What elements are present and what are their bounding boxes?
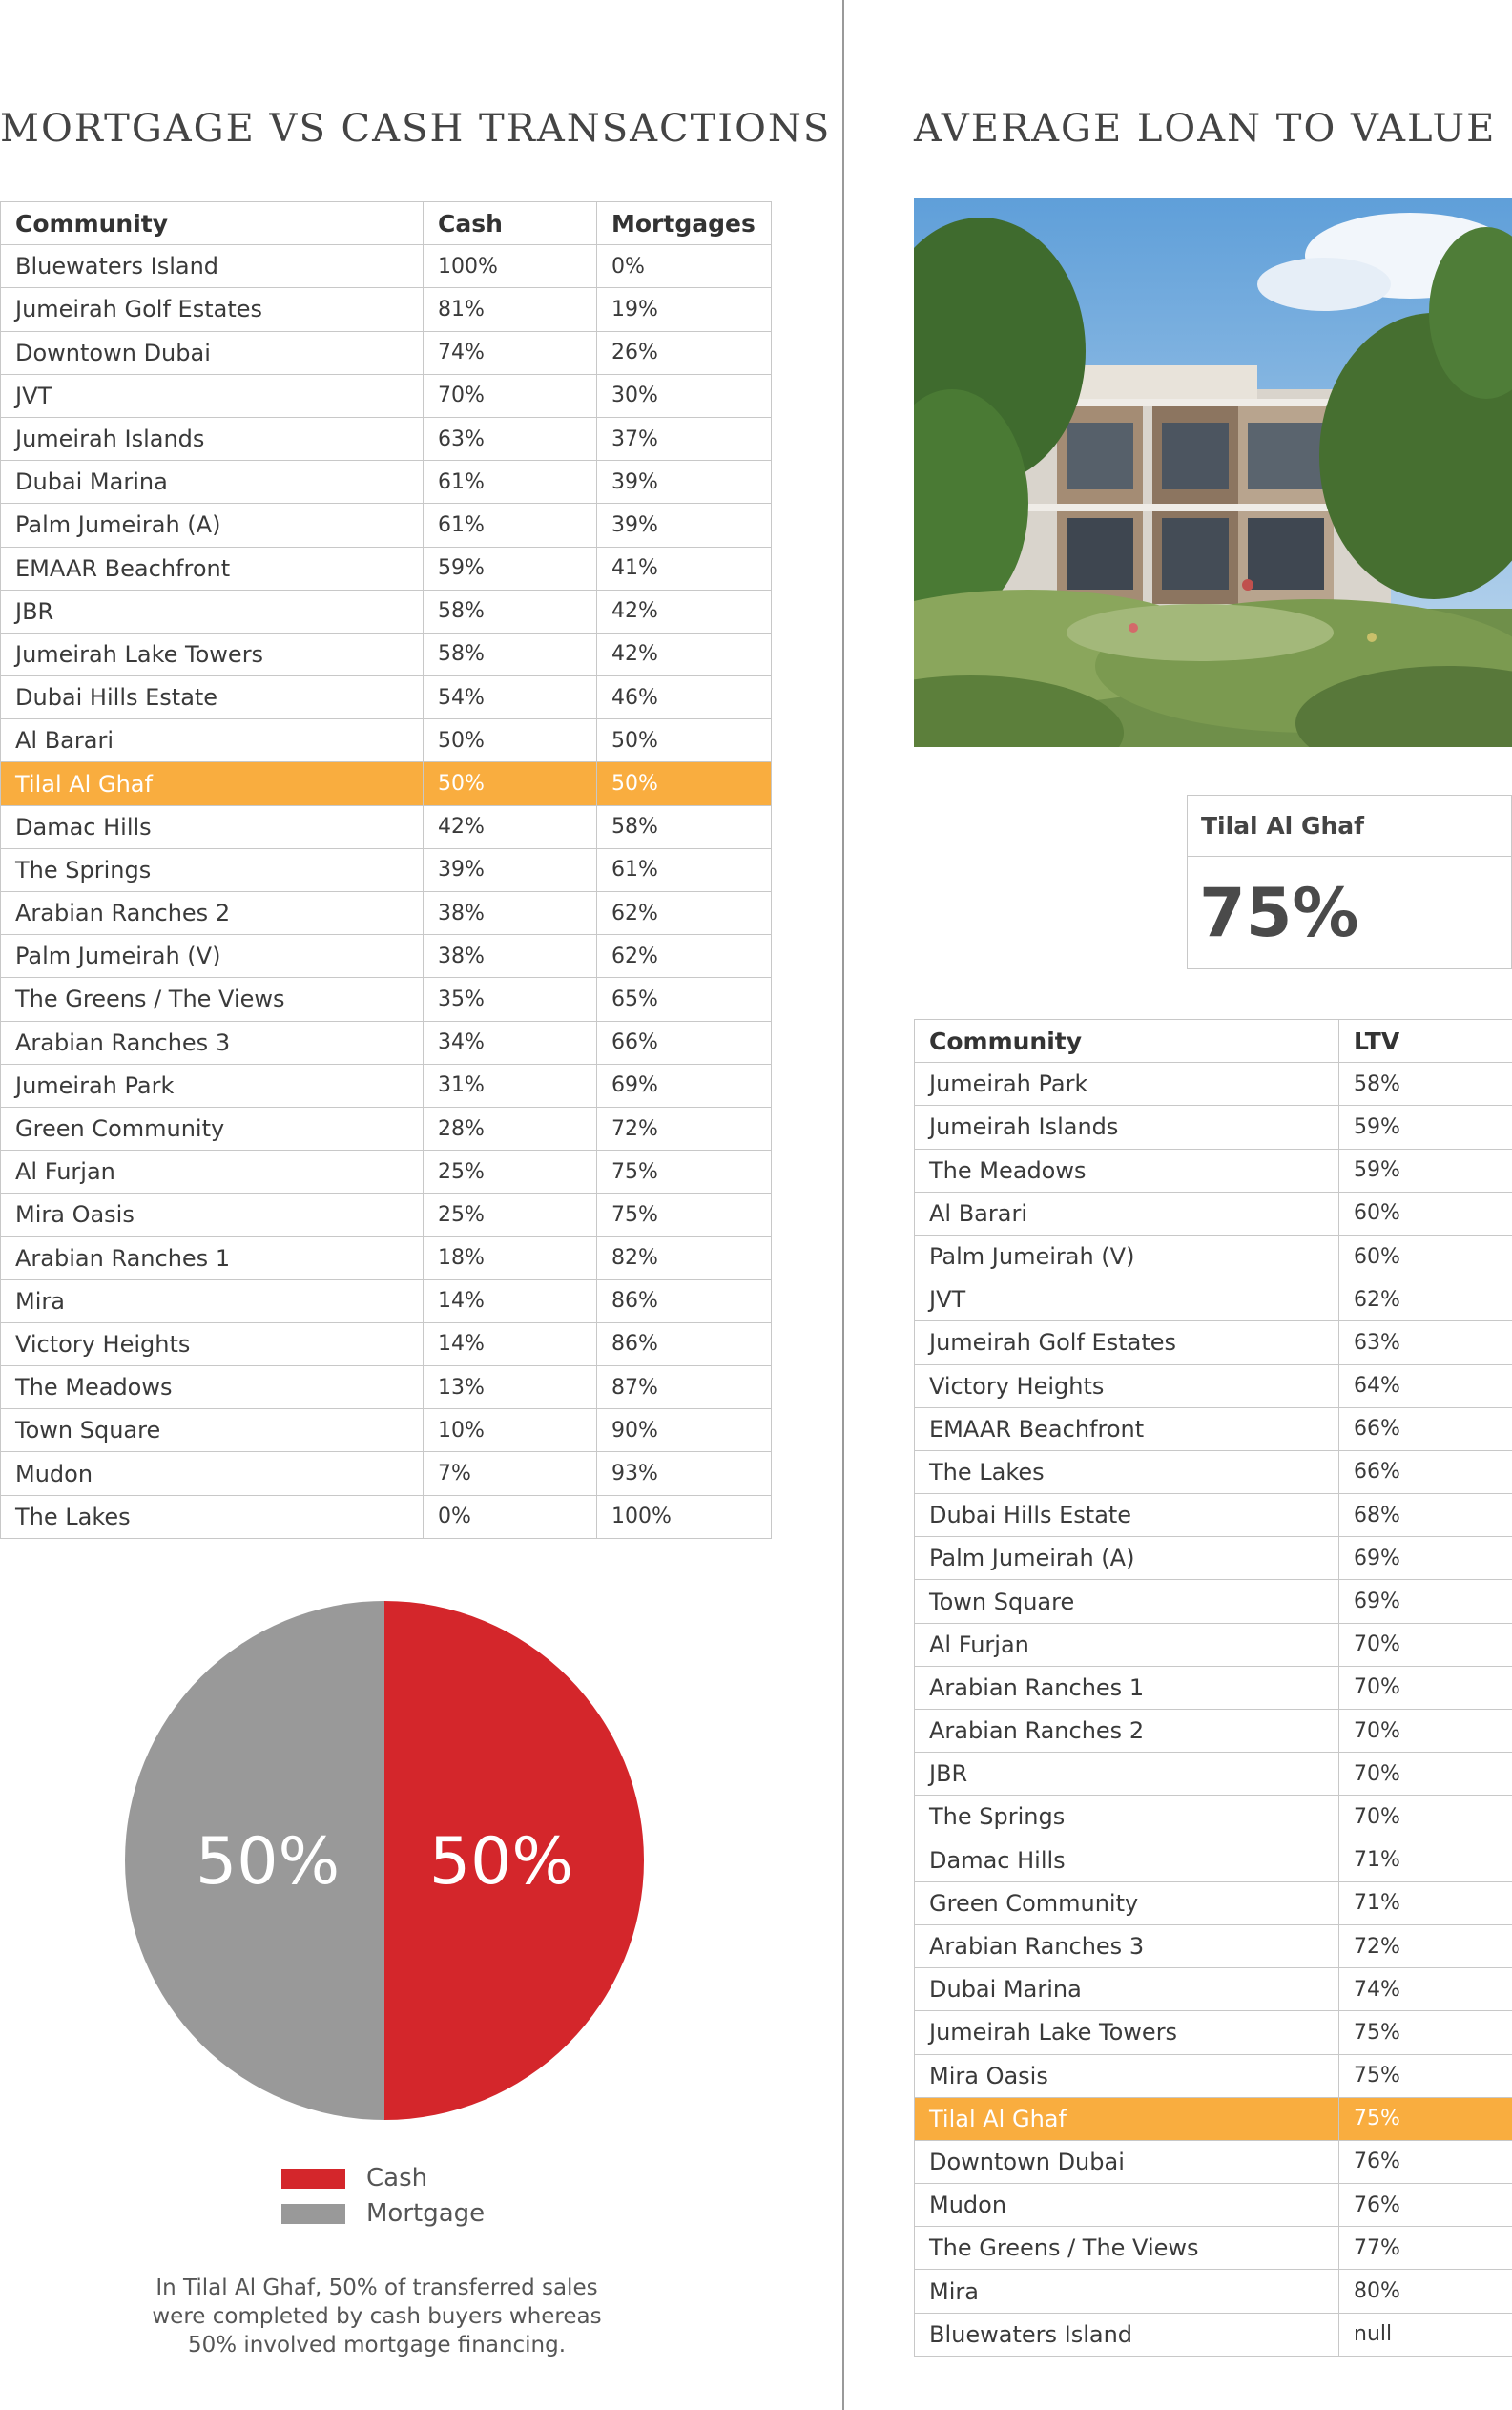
table-row [915, 1666, 1512, 1709]
table-row [915, 1537, 1512, 1580]
table-row [1, 374, 772, 417]
table-row [915, 1364, 1512, 1407]
cash-cell: 42% [424, 805, 597, 848]
ltv-cell: 59% [1339, 1106, 1512, 1149]
caption-line: 50% involved mortgage financing. [187, 2333, 567, 2358]
ltv-cell: 64% [1339, 1364, 1512, 1407]
ltv-cell: 71% [1339, 1881, 1512, 1924]
cash-cell: 10% [424, 1409, 597, 1452]
community-cell: The Springs [915, 1796, 1339, 1839]
table-row [915, 1623, 1512, 1666]
mortgage-cell: 61% [597, 848, 772, 891]
table-row [915, 1924, 1512, 1967]
table-row [915, 1839, 1512, 1881]
ltv-cell: 77% [1339, 2227, 1512, 2270]
community-cell: The Lakes [915, 1450, 1339, 1493]
table-row [1, 288, 772, 331]
cash-cell: 34% [424, 1021, 597, 1064]
table-row [1, 547, 772, 590]
legend-item-cash [281, 2164, 427, 2192]
community-cell: JBR [915, 1753, 1339, 1796]
ltv-cell: 80% [1339, 2270, 1512, 2313]
column-header-cash: Cash [424, 202, 597, 245]
ltv-cell: 70% [1339, 1710, 1512, 1753]
ltv-cell: 69% [1339, 1580, 1512, 1623]
community-cell: Arabian Ranches 2 [915, 1710, 1339, 1753]
column-header-ltv: LTV [1339, 1020, 1512, 1063]
table-row [1, 848, 772, 891]
table-row [1, 331, 772, 374]
community-cell: Jumeirah Islands [1, 417, 424, 460]
community-cell: Palm Jumeirah (A) [915, 1537, 1339, 1580]
cash-cell: 25% [424, 1194, 597, 1236]
cash-cell: 28% [424, 1107, 597, 1150]
table-header-row [915, 1020, 1512, 1063]
community-cell: Arabian Ranches 1 [1, 1236, 424, 1279]
table-row [1, 417, 772, 460]
cash-cell: 38% [424, 935, 597, 978]
community-cell: Mira Oasis [915, 2054, 1339, 2097]
mortgage-cell: 58% [597, 805, 772, 848]
ltv-cell: 63% [1339, 1321, 1512, 1364]
community-cell: Mudon [1, 1452, 424, 1495]
table-row [1, 1452, 772, 1495]
table-row [915, 1407, 1512, 1450]
property-photo [914, 198, 1512, 747]
community-cell: Dubai Marina [915, 1968, 1339, 2011]
cash-cell: 14% [424, 1279, 597, 1322]
table-row [915, 1580, 1512, 1623]
table-row [915, 1968, 1512, 2011]
community-cell: JBR [1, 590, 424, 633]
ltv-cell: 75% [1339, 2011, 1512, 2054]
mortgage-vs-cash-title: MORTGAGE VS CASH TRANSACTIONS [0, 107, 832, 151]
cash-cell: 13% [424, 1366, 597, 1409]
cash-cell: 70% [424, 374, 597, 417]
table-row [915, 1278, 1512, 1321]
community-cell: Palm Jumeirah (V) [915, 1235, 1339, 1278]
ltv-cell: 70% [1339, 1623, 1512, 1666]
pie-label-mortgage: 50% [196, 1824, 341, 1900]
cash-cell: 74% [424, 331, 597, 374]
table-row [1, 676, 772, 719]
community-cell: Damac Hills [915, 1839, 1339, 1881]
ltv-cell: 75% [1339, 2054, 1512, 2097]
table-row [1, 762, 772, 805]
cash-cell: 50% [424, 719, 597, 762]
cash-cell: 0% [424, 1495, 597, 1538]
community-cell: Dubai Hills Estate [1, 676, 424, 719]
table-row [1, 461, 772, 504]
ltv-summary-card [1187, 795, 1512, 969]
table-row [1, 1366, 772, 1409]
community-cell: Victory Heights [1, 1322, 424, 1365]
community-cell: Green Community [915, 1881, 1339, 1924]
community-cell: EMAAR Beachfront [915, 1407, 1339, 1450]
mortgage-cell: 39% [597, 504, 772, 547]
community-cell: Tilal Al Ghaf [915, 2097, 1339, 2140]
community-cell: The Springs [1, 848, 424, 891]
table-row [915, 1149, 1512, 1192]
mortgage-cell: 82% [597, 1236, 772, 1279]
community-cell: Arabian Ranches 1 [915, 1666, 1339, 1709]
community-cell: Damac Hills [1, 805, 424, 848]
mortgage-cell: 87% [597, 1366, 772, 1409]
column-divider [842, 0, 844, 2410]
cash-cell: 100% [424, 245, 597, 288]
mortgage-cell: 41% [597, 547, 772, 590]
legend-label-cash: Cash [366, 2164, 428, 2192]
community-cell: The Greens / The Views [915, 2227, 1339, 2270]
community-cell: The Greens / The Views [1, 978, 424, 1021]
table-row [915, 1796, 1512, 1839]
table-row [1, 590, 772, 633]
community-cell: Downtown Dubai [1, 331, 424, 374]
cash-cell: 18% [424, 1236, 597, 1279]
ltv-cell: 70% [1339, 1796, 1512, 1839]
table-row [915, 2054, 1512, 2097]
community-cell: Mira Oasis [1, 1194, 424, 1236]
cash-cell: 14% [424, 1322, 597, 1365]
cash-cell: 7% [424, 1452, 597, 1495]
community-cell: Town Square [915, 1580, 1339, 1623]
community-cell: Arabian Ranches 2 [1, 892, 424, 935]
table-row [1, 1021, 772, 1064]
mortgage-cell: 30% [597, 374, 772, 417]
ltv-cell: 68% [1339, 1494, 1512, 1537]
table-row [1, 1236, 772, 1279]
ltv-table [914, 1019, 1512, 2357]
ltv-cell: null [1339, 2313, 1512, 2356]
table-row [915, 1192, 1512, 1235]
community-cell: Jumeirah Lake Towers [915, 2011, 1339, 2054]
column-header-community: Community [915, 1020, 1339, 1063]
table-row [1, 719, 772, 762]
table-row [915, 1753, 1512, 1796]
mortgage-cell: 62% [597, 892, 772, 935]
table-row [915, 1063, 1512, 1106]
cash-cell: 58% [424, 590, 597, 633]
table-row [1, 1279, 772, 1322]
ltv-cell: 70% [1339, 1753, 1512, 1796]
table-row [1, 805, 772, 848]
ltv-cell: 76% [1339, 2140, 1512, 2183]
community-cell: Al Barari [1, 719, 424, 762]
community-cell: Jumeirah Park [915, 1063, 1339, 1106]
column-header-mortgages: Mortgages [597, 202, 772, 245]
mortgage-cell: 75% [597, 1151, 772, 1194]
table-row [915, 2097, 1512, 2140]
mortgage-cell: 42% [597, 633, 772, 675]
community-cell: Al Barari [915, 1192, 1339, 1235]
community-cell: Arabian Ranches 3 [915, 1924, 1339, 1967]
cash-cell: 59% [424, 547, 597, 590]
mortgage-cell: 50% [597, 762, 772, 805]
legend-label-mortgage: Mortgage [366, 2199, 486, 2228]
mortgage-cell: 72% [597, 1107, 772, 1150]
mortgage-cell: 62% [597, 935, 772, 978]
ltv-cell: 74% [1339, 1968, 1512, 2011]
ltv-card-label: Tilal Al Ghaf [1188, 796, 1511, 857]
table-row [1, 1064, 772, 1107]
community-cell: EMAAR Beachfront [1, 547, 424, 590]
mortgage-cell: 90% [597, 1409, 772, 1452]
legend-swatch-cash [281, 2169, 345, 2189]
cash-cell: 50% [424, 762, 597, 805]
mortgage-cell: 42% [597, 590, 772, 633]
table-row [915, 2140, 1512, 2183]
mortgage-cell: 19% [597, 288, 772, 331]
table-row [1, 633, 772, 675]
table-row [1, 1151, 772, 1194]
ltv-cell: 71% [1339, 1839, 1512, 1881]
table-row [1, 978, 772, 1021]
community-cell: Dubai Hills Estate [915, 1494, 1339, 1537]
legend-item-mortgage [281, 2199, 485, 2228]
cash-cell: 39% [424, 848, 597, 891]
cash-cell: 81% [424, 288, 597, 331]
table-header-row [1, 202, 772, 245]
table-row [915, 1106, 1512, 1149]
mortgage-cell: 100% [597, 1495, 772, 1538]
table-row [915, 1321, 1512, 1364]
mortgage-cell: 50% [597, 719, 772, 762]
community-cell: Jumeirah Park [1, 1064, 424, 1107]
pie-label-cash: 50% [428, 1824, 573, 1900]
ltv-cell: 70% [1339, 1666, 1512, 1709]
community-cell: Downtown Dubai [915, 2140, 1339, 2183]
mortgage-cell: 65% [597, 978, 772, 1021]
ltv-cell: 75% [1339, 2097, 1512, 2140]
legend-swatch-mortgage [281, 2204, 345, 2224]
community-cell: Jumeirah Golf Estates [915, 1321, 1339, 1364]
mortgage-cell: 46% [597, 676, 772, 719]
table-row [1, 1409, 772, 1452]
community-cell: Al Furjan [1, 1151, 424, 1194]
caption-line: In Tilal Al Ghaf, 50% of transferred sales [155, 2275, 598, 2300]
caption-line: were completed by cash buyers whereas [152, 2304, 602, 2329]
table-row [1, 1194, 772, 1236]
community-cell: Arabian Ranches 3 [1, 1021, 424, 1064]
community-cell: The Meadows [915, 1149, 1339, 1192]
ltv-cell: 60% [1339, 1235, 1512, 1278]
table-row [1, 504, 772, 547]
cash-cell: 58% [424, 633, 597, 675]
community-cell: Bluewaters Island [915, 2313, 1339, 2356]
mortgage-cell: 0% [597, 245, 772, 288]
table-row [915, 1710, 1512, 1753]
community-cell: Dubai Marina [1, 461, 424, 504]
pie-caption [95, 2274, 658, 2359]
ltv-card-value: 75% [1199, 874, 1359, 952]
community-cell: Victory Heights [915, 1364, 1339, 1407]
ltv-cell: 66% [1339, 1407, 1512, 1450]
column-header-community: Community [1, 202, 424, 245]
table-row [915, 1494, 1512, 1537]
cash-cell: 61% [424, 461, 597, 504]
table-row [915, 1450, 1512, 1493]
mortgage-cell: 37% [597, 417, 772, 460]
ltv-cell: 62% [1339, 1278, 1512, 1321]
mortgage-cell: 66% [597, 1021, 772, 1064]
community-cell: Mira [915, 2270, 1339, 2313]
ltv-cell: 59% [1339, 1149, 1512, 1192]
table-row [915, 2184, 1512, 2227]
community-cell: The Meadows [1, 1366, 424, 1409]
ltv-cell: 69% [1339, 1537, 1512, 1580]
table-row [1, 892, 772, 935]
cash-cell: 61% [424, 504, 597, 547]
community-cell: The Lakes [1, 1495, 424, 1538]
community-cell: Palm Jumeirah (A) [1, 504, 424, 547]
mortgage-cell: 75% [597, 1194, 772, 1236]
cash-cell: 25% [424, 1151, 597, 1194]
table-row [915, 2313, 1512, 2356]
table-row [915, 1881, 1512, 1924]
mortgage-vs-cash-table [0, 201, 772, 1539]
cash-cell: 35% [424, 978, 597, 1021]
community-cell: JVT [1, 374, 424, 417]
average-ltv-title: AVERAGE LOAN TO VALUE [914, 107, 1497, 151]
mortgage-cell: 93% [597, 1452, 772, 1495]
community-cell: Jumeirah Golf Estates [1, 288, 424, 331]
table-row [915, 2011, 1512, 2054]
community-cell: Tilal Al Ghaf [1, 762, 424, 805]
community-cell: Bluewaters Island [1, 245, 424, 288]
community-cell: Mudon [915, 2184, 1339, 2227]
community-cell: Jumeirah Lake Towers [1, 633, 424, 675]
ltv-cell: 58% [1339, 1063, 1512, 1106]
mortgage-cell: 86% [597, 1322, 772, 1365]
community-cell: Green Community [1, 1107, 424, 1150]
ltv-cell: 66% [1339, 1450, 1512, 1493]
community-cell: Town Square [1, 1409, 424, 1452]
cash-cell: 31% [424, 1064, 597, 1107]
table-row [1, 245, 772, 288]
ltv-cell: 72% [1339, 1924, 1512, 1967]
community-cell: Mira [1, 1279, 424, 1322]
community-cell: JVT [915, 1278, 1339, 1321]
cash-mortgage-pie-chart [122, 1598, 647, 2123]
mortgage-cell: 86% [597, 1279, 772, 1322]
townhouse-illustration [914, 198, 1512, 747]
mortgage-cell: 39% [597, 461, 772, 504]
table-row [915, 2227, 1512, 2270]
table-row [915, 2270, 1512, 2313]
ltv-cell: 76% [1339, 2184, 1512, 2227]
mortgage-cell: 26% [597, 331, 772, 374]
community-cell: Jumeirah Islands [915, 1106, 1339, 1149]
table-row [1, 1495, 772, 1538]
cash-cell: 63% [424, 417, 597, 460]
ltv-cell: 60% [1339, 1192, 1512, 1235]
table-row [915, 1235, 1512, 1278]
table-row [1, 1322, 772, 1365]
cash-cell: 38% [424, 892, 597, 935]
cash-cell: 54% [424, 676, 597, 719]
mortgage-cell: 69% [597, 1064, 772, 1107]
community-cell: Palm Jumeirah (V) [1, 935, 424, 978]
community-cell: Al Furjan [915, 1623, 1339, 1666]
table-row [1, 935, 772, 978]
table-row [1, 1107, 772, 1150]
